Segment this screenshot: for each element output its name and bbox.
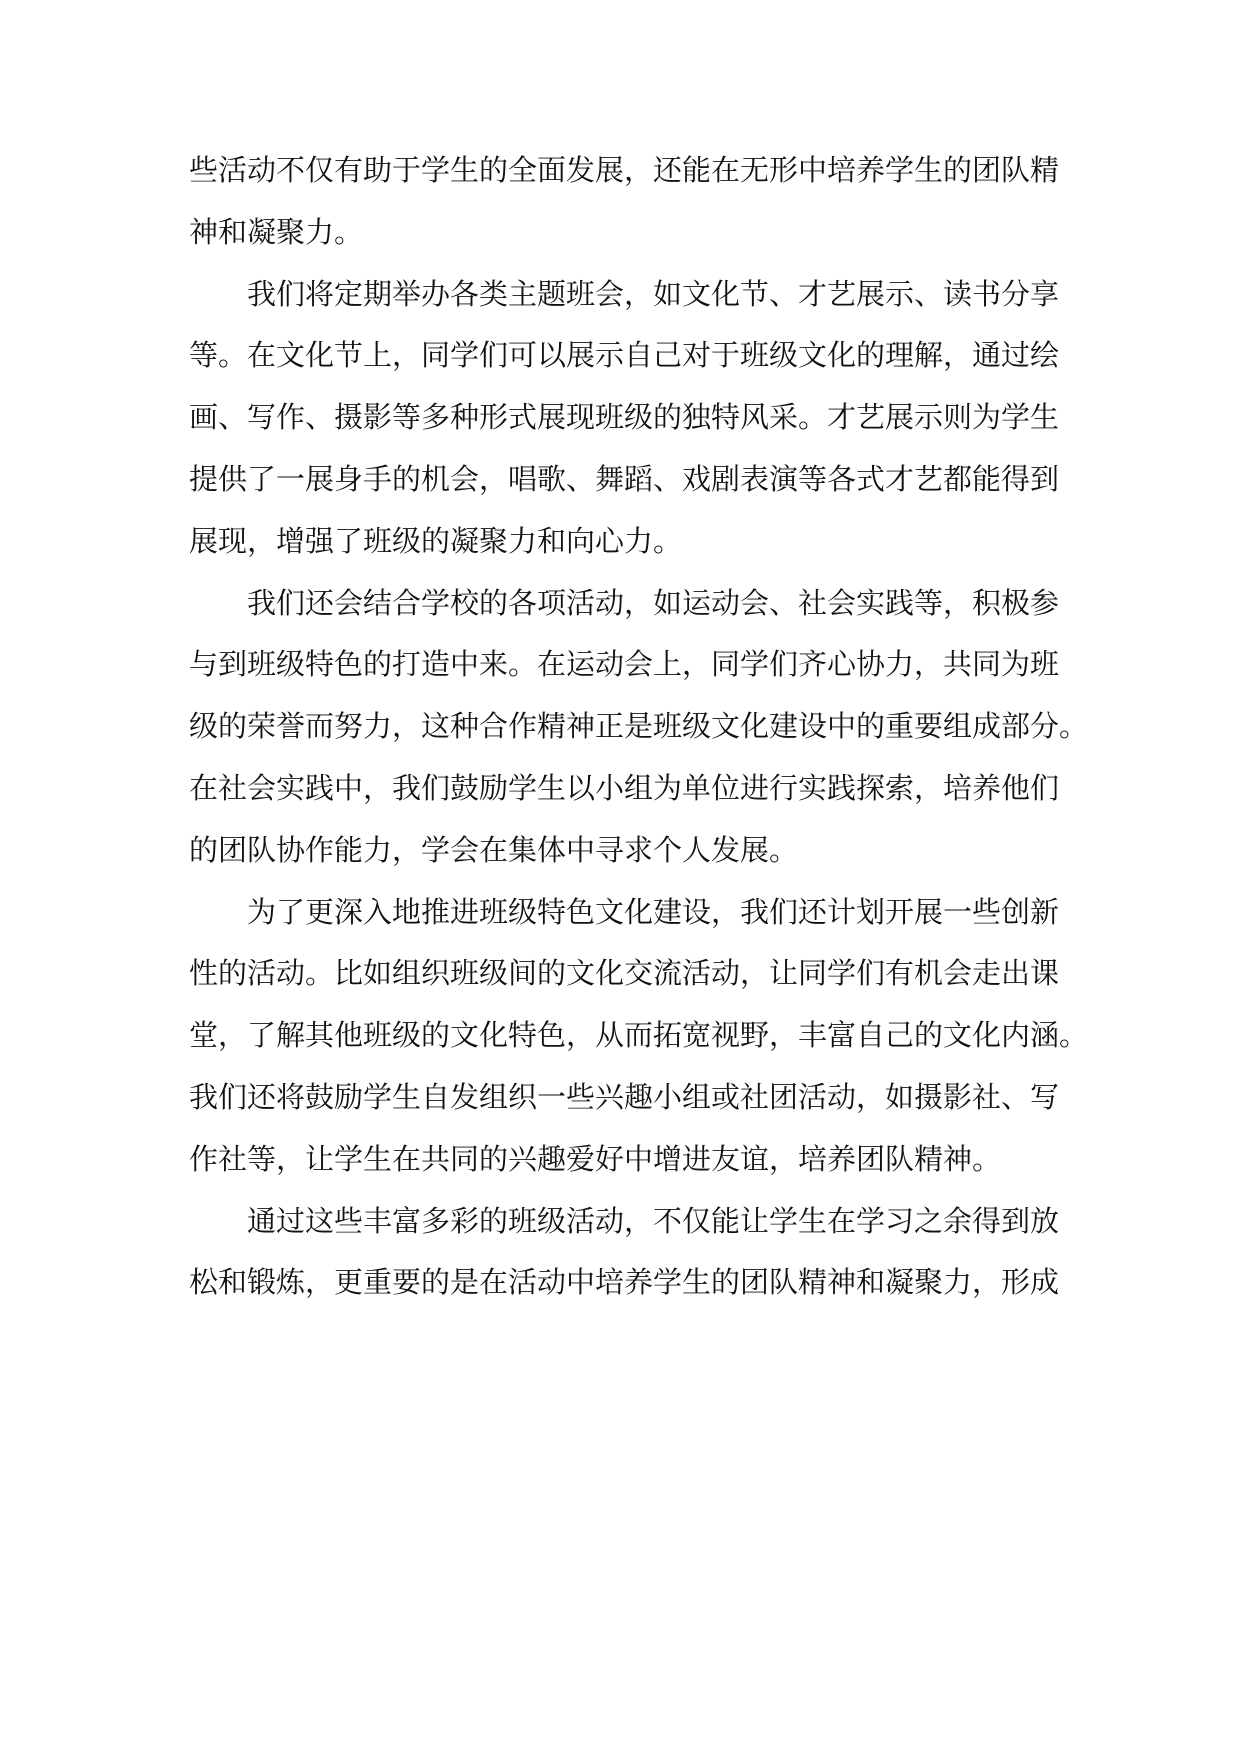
text-line: 些活动不仅有助于学生的全面发展，还能在无形中培养学生的团队精: [189, 153, 1060, 187]
text-line: 等。在文化节上，同学们可以展示自己对于班级文化的理解，通过绘: [189, 338, 1060, 373]
text-line: 与到班级特色的打造中来。在运动会上，同学们齐心协力，共同为班: [189, 647, 1060, 682]
paragraph-first-line: 为了更深入地推进班级特色文化建设，我们还计划开展一些创新: [247, 894, 1060, 929]
text-line: 堂，了解其他班级的文化特色，从而拓宽视野，丰富自己的文化内涵。: [189, 1018, 1089, 1053]
paragraph-first-line: 通过这些丰富多彩的班级活动，不仅能让学生在学习之余得到放: [247, 1203, 1060, 1238]
text-line: 画、写作、摄影等多种形式展现班级的独特风采。才艺展示则为学生: [189, 400, 1060, 435]
text-line: 性的活动。比如组织班级间的文化交流活动，让同学们有机会走出课: [189, 956, 1060, 991]
text-line: 级的荣誉而努力，这种合作精神正是班级文化建设中的重要组成部分。: [189, 709, 1089, 744]
text-line: 在社会实践中，我们鼓励学生以小组为单位进行实践探索，培养他们: [189, 770, 1060, 805]
paragraph-first-line: 我们将定期举办各类主题班会，如文化节、才艺展示、读书分享: [247, 276, 1060, 311]
text-line: 作社等，让学生在共同的兴趣爱好中增进友谊，培养团队精神。: [189, 1141, 1002, 1176]
text-line: 提供了一展身手的机会，唱歌、舞蹈、戏剧表演等各式才艺都能得到: [189, 461, 1060, 496]
text-line: 神和凝聚力。: [189, 214, 364, 249]
document-body: [189, 140, 1089, 1314]
text-line: 展现，增强了班级的凝聚力和向心力。: [189, 523, 683, 558]
paragraph-first-line: 我们还会结合学校的各项活动，如运动会、社会实践等，积极参: [247, 585, 1060, 620]
text-line: 的团队协作能力，学会在集体中寻求个人发展。: [189, 832, 799, 867]
text-line: 我们还将鼓励学生自发组织一些兴趣小组或社团活动，如摄影社、写: [189, 1079, 1060, 1114]
text-line: 松和锻炼，更重要的是在活动中培养学生的团队精神和凝聚力，形成: [189, 1265, 1060, 1300]
